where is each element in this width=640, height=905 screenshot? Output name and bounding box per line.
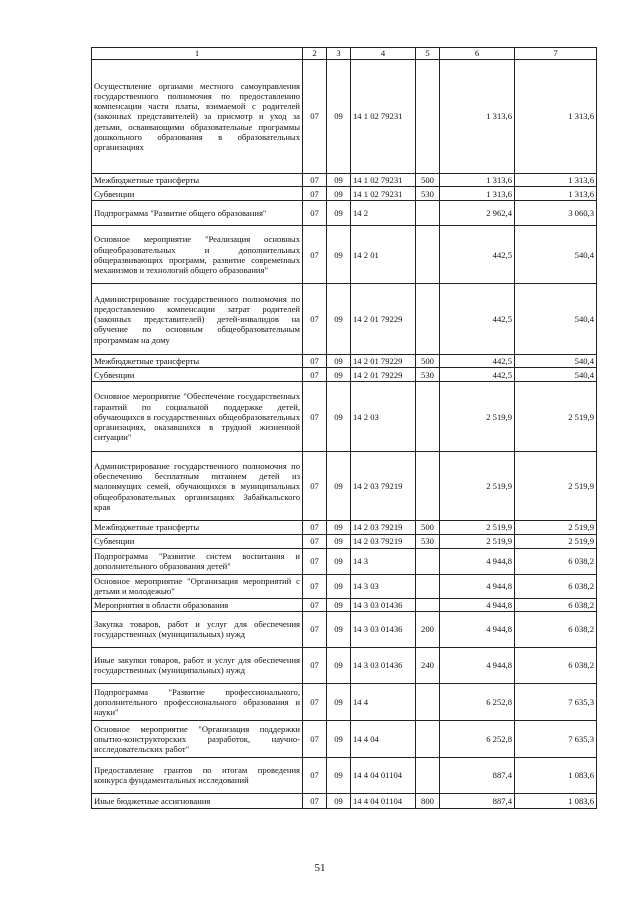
budget-item-name: Иные закупки товаров, работ и услуг для обеспечения государственных (муниципальных) нужд <box>92 647 303 683</box>
amount-col-6: 6 252,8 <box>440 683 515 720</box>
budget-item-name: Мероприятия в области образования <box>92 598 303 611</box>
amount-col-7: 7 635,3 <box>515 720 597 757</box>
expense-type-code <box>416 574 440 598</box>
budget-item-name: Подпрограмма "Развитие систем воспитания и дополнительного образования детей" <box>92 548 303 574</box>
amount-col-7: 6 038,2 <box>515 548 597 574</box>
subsection-code: 09 <box>327 793 351 808</box>
table-row <box>92 720 597 757</box>
budget-item-name: Подпрограмма "Развитие общего образования" <box>92 201 303 226</box>
expense-type-code <box>416 382 440 452</box>
section-code: 07 <box>303 368 327 382</box>
table-row <box>92 60 597 174</box>
table-row <box>92 683 597 720</box>
subsection-code: 09 <box>327 201 351 226</box>
subsection-code: 09 <box>327 611 351 647</box>
section-code: 07 <box>303 355 327 368</box>
amount-col-7: 1 313,6 <box>515 60 597 174</box>
target-article-code: 14 3 03 01436 <box>351 611 416 647</box>
table-row <box>92 757 597 793</box>
amount-col-6: 1 313,6 <box>440 187 515 201</box>
section-code: 07 <box>303 647 327 683</box>
amount-col-6: 4 944,8 <box>440 574 515 598</box>
expense-type-code <box>416 452 440 521</box>
target-article-code: 14 1 02 79231 <box>351 60 416 174</box>
amount-col-7: 2 519,9 <box>515 382 597 452</box>
budget-item-name: Администрирование государственного полномочия по обеспечению бесплатным питанием детей из малоимущих семей, обучающихся в муниципальных общеобразовательных организациях Забайкальского края <box>92 452 303 521</box>
budget-item-name: Субвенции <box>92 187 303 201</box>
amount-col-7: 2 519,9 <box>515 521 597 534</box>
table-row <box>92 368 597 382</box>
subsection-code: 09 <box>327 757 351 793</box>
header-col-7: 7 <box>515 48 597 60</box>
expense-type-code <box>416 757 440 793</box>
target-article-code: 14 4 04 01104 <box>351 757 416 793</box>
section-code: 07 <box>303 174 327 187</box>
subsection-code: 09 <box>327 647 351 683</box>
amount-col-6: 442,5 <box>440 284 515 355</box>
budget-item-name: Основное мероприятие "Реализация основных общеобразовательных и дополнительных общеразвивающих программ, развитие современных механизмов и технологий общего образования" <box>92 226 303 284</box>
target-article-code: 14 4 <box>351 683 416 720</box>
budget-item-name: Субвенции <box>92 534 303 548</box>
table-row <box>92 355 597 368</box>
amount-col-6: 2 519,9 <box>440 382 515 452</box>
amount-col-6: 442,5 <box>440 355 515 368</box>
amount-col-7: 540,4 <box>515 355 597 368</box>
expense-type-code <box>416 683 440 720</box>
section-code: 07 <box>303 683 327 720</box>
section-code: 07 <box>303 201 327 226</box>
amount-col-6: 1 313,6 <box>440 60 515 174</box>
section-code: 07 <box>303 452 327 521</box>
header-col-6: 6 <box>440 48 515 60</box>
budget-item-name: Субвенции <box>92 368 303 382</box>
budget-item-name: Основное мероприятие "Обеспечение государственных гарантий по социальной поддержке детей, обучающихся в государственных общеобразовательных организациях, оказавшихся в трудной жизненной ситуации" <box>92 382 303 452</box>
target-article-code: 14 2 03 <box>351 382 416 452</box>
expense-type-code <box>416 201 440 226</box>
expense-type-code: 500 <box>416 174 440 187</box>
amount-col-7: 2 519,9 <box>515 452 597 521</box>
section-code: 07 <box>303 187 327 201</box>
target-article-code: 14 3 03 01436 <box>351 647 416 683</box>
amount-col-6: 442,5 <box>440 368 515 382</box>
amount-col-6: 4 944,8 <box>440 548 515 574</box>
target-article-code: 14 2 01 79229 <box>351 368 416 382</box>
section-code: 07 <box>303 598 327 611</box>
target-article-code: 14 3 03 01436 <box>351 598 416 611</box>
budget-item-name: Межбюджетные трансферты <box>92 174 303 187</box>
header-col-5: 5 <box>416 48 440 60</box>
budget-item-name: Подпрограмма "Развитие профессионального, дополнительного профессионального образования и науки" <box>92 683 303 720</box>
target-article-code: 14 3 <box>351 548 416 574</box>
amount-col-6: 887,4 <box>440 793 515 808</box>
amount-col-6: 442,5 <box>440 226 515 284</box>
budget-item-name: Основное мероприятие "Организация поддержки опытно-конструкторских разработок, научно-исследовательских работ" <box>92 720 303 757</box>
subsection-code: 09 <box>327 452 351 521</box>
budget-table <box>91 47 597 809</box>
expense-type-code: 200 <box>416 611 440 647</box>
target-article-code: 14 2 03 79219 <box>351 521 416 534</box>
amount-col-7: 3 060,3 <box>515 201 597 226</box>
section-code: 07 <box>303 548 327 574</box>
target-article-code: 14 2 01 79229 <box>351 284 416 355</box>
section-code: 07 <box>303 382 327 452</box>
section-code: 07 <box>303 521 327 534</box>
section-code: 07 <box>303 284 327 355</box>
amount-col-7: 1 083,6 <box>515 793 597 808</box>
section-code: 07 <box>303 226 327 284</box>
amount-col-6: 2 962,4 <box>440 201 515 226</box>
table-row <box>92 452 597 521</box>
table-row <box>92 647 597 683</box>
budget-item-name: Осуществление органами местного самоуправления государственного полномочия по предоставлению компенсации части платы, взимаемой с родителей (законных представителей) за присмотр и уход за детьми, осваивающими образовательные программы дошкольного образования в образовательных организациях <box>92 60 303 174</box>
subsection-code: 09 <box>327 355 351 368</box>
target-article-code: 14 2 <box>351 201 416 226</box>
budget-item-name: Межбюджетные трансферты <box>92 521 303 534</box>
page-number: 51 <box>314 862 326 874</box>
table-row <box>92 521 597 534</box>
target-article-code: 14 2 01 <box>351 226 416 284</box>
expense-type-code: 530 <box>416 534 440 548</box>
subsection-code: 09 <box>327 548 351 574</box>
amount-col-6: 4 944,8 <box>440 611 515 647</box>
header-col-3: 3 <box>327 48 351 60</box>
target-article-code: 14 2 03 79219 <box>351 452 416 521</box>
table-row <box>92 611 597 647</box>
expense-type-code: 500 <box>416 521 440 534</box>
amount-col-6: 4 944,8 <box>440 598 515 611</box>
budget-item-name: Закупка товаров, работ и услуг для обеспечения государственных (муниципальных) нужд <box>92 611 303 647</box>
header-col-2: 2 <box>303 48 327 60</box>
amount-col-6: 887,4 <box>440 757 515 793</box>
subsection-code: 09 <box>327 368 351 382</box>
expense-type-code <box>416 598 440 611</box>
expense-type-code: 800 <box>416 793 440 808</box>
table-row <box>92 574 597 598</box>
subsection-code: 09 <box>327 574 351 598</box>
amount-col-6: 4 944,8 <box>440 647 515 683</box>
subsection-code: 09 <box>327 598 351 611</box>
subsection-code: 09 <box>327 174 351 187</box>
amount-col-7: 6 038,2 <box>515 598 597 611</box>
target-article-code: 14 4 04 01104 <box>351 793 416 808</box>
subsection-code: 09 <box>327 382 351 452</box>
table-row <box>92 174 597 187</box>
header-col-4: 4 <box>351 48 416 60</box>
expense-type-code <box>416 720 440 757</box>
expense-type-code <box>416 284 440 355</box>
header-row <box>92 48 597 60</box>
table-row <box>92 201 597 226</box>
amount-col-6: 2 519,9 <box>440 452 515 521</box>
amount-col-7: 7 635,3 <box>515 683 597 720</box>
section-code: 07 <box>303 534 327 548</box>
table-row <box>92 226 597 284</box>
target-article-code: 14 4 04 <box>351 720 416 757</box>
expense-type-code <box>416 548 440 574</box>
section-code: 07 <box>303 793 327 808</box>
amount-col-7: 6 038,2 <box>515 611 597 647</box>
subsection-code: 09 <box>327 60 351 174</box>
target-article-code: 14 2 03 79219 <box>351 534 416 548</box>
amount-col-7: 1 083,6 <box>515 757 597 793</box>
amount-col-7: 1 313,6 <box>515 174 597 187</box>
subsection-code: 09 <box>327 284 351 355</box>
budget-item-name: Предоставление грантов по итогам проведения конкурса фундаментальных исследований <box>92 757 303 793</box>
amount-col-7: 6 038,2 <box>515 647 597 683</box>
section-code: 07 <box>303 611 327 647</box>
target-article-code: 14 2 01 79229 <box>351 355 416 368</box>
amount-col-7: 1 313,6 <box>515 187 597 201</box>
section-code: 07 <box>303 60 327 174</box>
expense-type-code: 500 <box>416 355 440 368</box>
subsection-code: 09 <box>327 187 351 201</box>
amount-col-6: 1 313,6 <box>440 174 515 187</box>
table-row <box>92 534 597 548</box>
table-row <box>92 284 597 355</box>
amount-col-6: 6 252,8 <box>440 720 515 757</box>
target-article-code: 14 1 02 79231 <box>351 187 416 201</box>
subsection-code: 09 <box>327 534 351 548</box>
subsection-code: 09 <box>327 226 351 284</box>
subsection-code: 09 <box>327 521 351 534</box>
header-col-1: 1 <box>92 48 303 60</box>
amount-col-6: 2 519,9 <box>440 534 515 548</box>
section-code: 07 <box>303 720 327 757</box>
expense-type-code <box>416 60 440 174</box>
table-row <box>92 793 597 808</box>
amount-col-7: 6 038,2 <box>515 574 597 598</box>
expense-type-code: 530 <box>416 187 440 201</box>
table-row <box>92 598 597 611</box>
table-row <box>92 187 597 201</box>
table-row <box>92 382 597 452</box>
budget-item-name: Межбюджетные трансферты <box>92 355 303 368</box>
expense-type-code: 530 <box>416 368 440 382</box>
budget-item-name: Основное мероприятие "Организация мероприятий с детьми и молодежью" <box>92 574 303 598</box>
budget-item-name: Администрирование государственного полномочия по предоставлению компенсации затрат родителей (законных представителей) детей-инвалидов на обучение по основным общеобразовательным программам на дому <box>92 284 303 355</box>
section-code: 07 <box>303 757 327 793</box>
expense-type-code <box>416 226 440 284</box>
amount-col-6: 2 519,9 <box>440 521 515 534</box>
budget-item-name: Иные бюджетные ассигнования <box>92 793 303 808</box>
expense-type-code: 240 <box>416 647 440 683</box>
subsection-code: 09 <box>327 720 351 757</box>
amount-col-7: 2 519,9 <box>515 534 597 548</box>
subsection-code: 09 <box>327 683 351 720</box>
amount-col-7: 540,4 <box>515 226 597 284</box>
amount-col-7: 540,4 <box>515 368 597 382</box>
amount-col-7: 540,4 <box>515 284 597 355</box>
table-row <box>92 548 597 574</box>
section-code: 07 <box>303 574 327 598</box>
target-article-code: 14 3 03 <box>351 574 416 598</box>
target-article-code: 14 1 02 79231 <box>351 174 416 187</box>
